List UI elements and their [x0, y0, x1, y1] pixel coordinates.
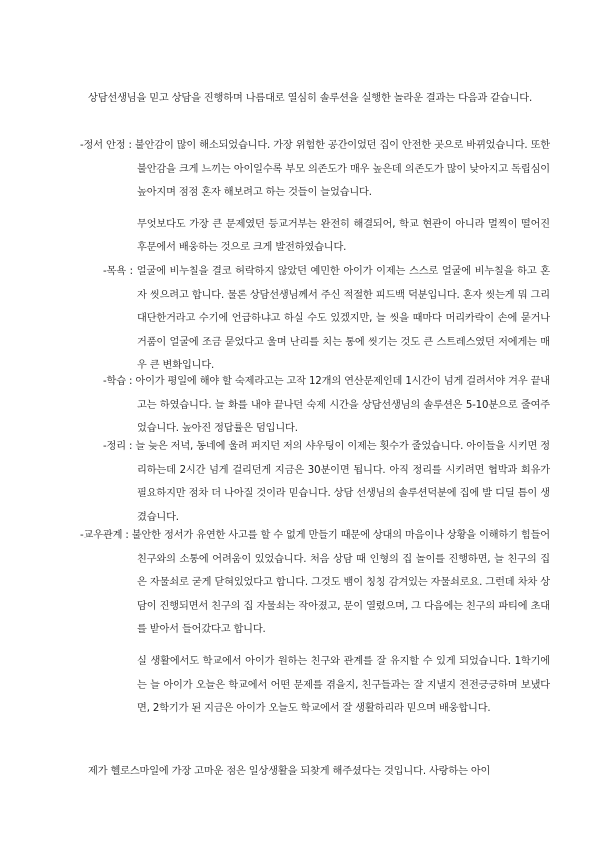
section-body: 늘 늦은 저녁, 동네에 울려 퍼지던 저의 샤우팅이 이제는 횟수가 줄었습니다. 아이들을 시키면 정리하는데 2시간 넘게 걸리던게 지금은 30분이면 됩니다. 아직 정리를 시키려면 협박과 회유가 필요하지만 점차 더 나아질 것이라 믿습니다. 상담 선생님의 솔루션덕분에 집에 발 디딜 틈이 생겼습니다. — [135, 441, 550, 523]
section-study-text — [80, 370, 550, 441]
section-peer-relations — [80, 524, 550, 721]
section-label: -목욕 : — [103, 266, 137, 277]
section-body: 얼굴에 비누칠을 결코 허락하지 않았던 예민한 아이가 이제는 스스로 얼굴에 비누칠을 하고 혼자 씻으려고 합니다. 물론 상담선생님께서 주신 적절한 피드백 덕분입니다. 혼자 씻는게 뭐 그리 대단한거라고 수기에 언급하냐고 하실 수도 있겠지만, 늘 씻을 때마다 머리카락이 손에 묻거나 거품이 얼굴에 조금 묻었다고 울며 난리를 치는 통에 씻기는 것도 큰 스트레스였던 저에게는 매우 큰 변화입니다. — [136, 266, 550, 372]
section-peer-relations-text — [80, 524, 550, 642]
section-emotional-stability — [80, 134, 550, 260]
section-body: 불안감이 많이 해소되었습니다. 가장 위험한 공간이었던 집이 안전한 곳으로 바뀌었습니다. 또한 불안감을 크게 느끼는 아이일수록 부모 의존도가 매우 높은데 의존도가 많이 낮아지고 독립심이 높아지며 점점 혼자 해보려고 하는 것들이 늘었습니다. — [134, 140, 550, 199]
section-emotional-stability-followup: 무엇보다도 가장 큰 문제였던 등교거부는 완전히 해결되어, 학교 현관이 아니라 멀찍이 떨어진 후문에서 배웅하는 것으로 크게 발전하였습니다. — [137, 218, 550, 254]
section-tidying — [80, 435, 550, 529]
section-emotional-stability-text — [80, 134, 550, 205]
section-label: -학습 : — [103, 376, 136, 387]
section-body: 아이가 평일에 해야 할 숙제라고는 고작 12개의 연산문제인데 1시간이 넘게 걸려서야 겨우 끝내고는 하였습니다. 늘 화를 내야 끝나던 숙제 시간을 상담선생님의 솔루션은 5-10분으로 줄여주었습니다. 높아진 정답률은 덤입니다. — [135, 376, 550, 435]
section-bathing-text — [80, 260, 550, 378]
section-bathing — [80, 260, 550, 378]
closing-paragraph: 제가 헬로스마일에 가장 고마운 점은 일상생활을 되찾게 해주셨다는 것입니다. 사랑하는 아이 — [88, 766, 491, 777]
section-study — [80, 370, 550, 441]
section-peer-relations-followup: 실 생활에서도 학교에서 아이가 원하는 친구와 관계를 잘 유지할 수 있게 되었습니다. 1학기에는 늘 아이가 오늘은 학교에서 어떤 문제를 겪을지, 친구들과는 잘 지낼지 전전긍긍하며 보냈다면, 2학기가 된 지금은 아이가 오늘도 학교에서 잘 생활하리라 믿으며 배웅합니다. — [137, 655, 550, 715]
section-label: -정리 : — [103, 441, 136, 452]
section-tidying-text — [80, 435, 550, 529]
intro-paragraph: 상담선생님을 믿고 상담을 진행하며 나름대로 열심히 솔루션을 실행한 놀라운 결과는 다음과 같습니다. — [88, 93, 533, 104]
section-label: -교우관계 : — [80, 530, 132, 541]
section-body: 불안한 정서가 유연한 사고를 할 수 없게 만들기 때문에 상대의 마음이나 상황을 이해하기 힘들어 친구와의 소통에 어려움이 있었습니다. 처음 상담 때 인형의 집 놀이를 진행하면, 늘 친구의 집은 자물쇠로 굳게 닫혀있었다고 합니다. 그것도 뱀이 칭칭 감겨있는 자물쇠로요. 그런데 차차 상담이 진행되면서 친구의 집 자물쇠는 작아졌고, 문이 열렸으며, 그 다음에는 친구의 파티에 초대를 받아서 들어갔다고 합니다. — [131, 530, 551, 636]
section-label: -정서 안정 : — [80, 140, 135, 151]
